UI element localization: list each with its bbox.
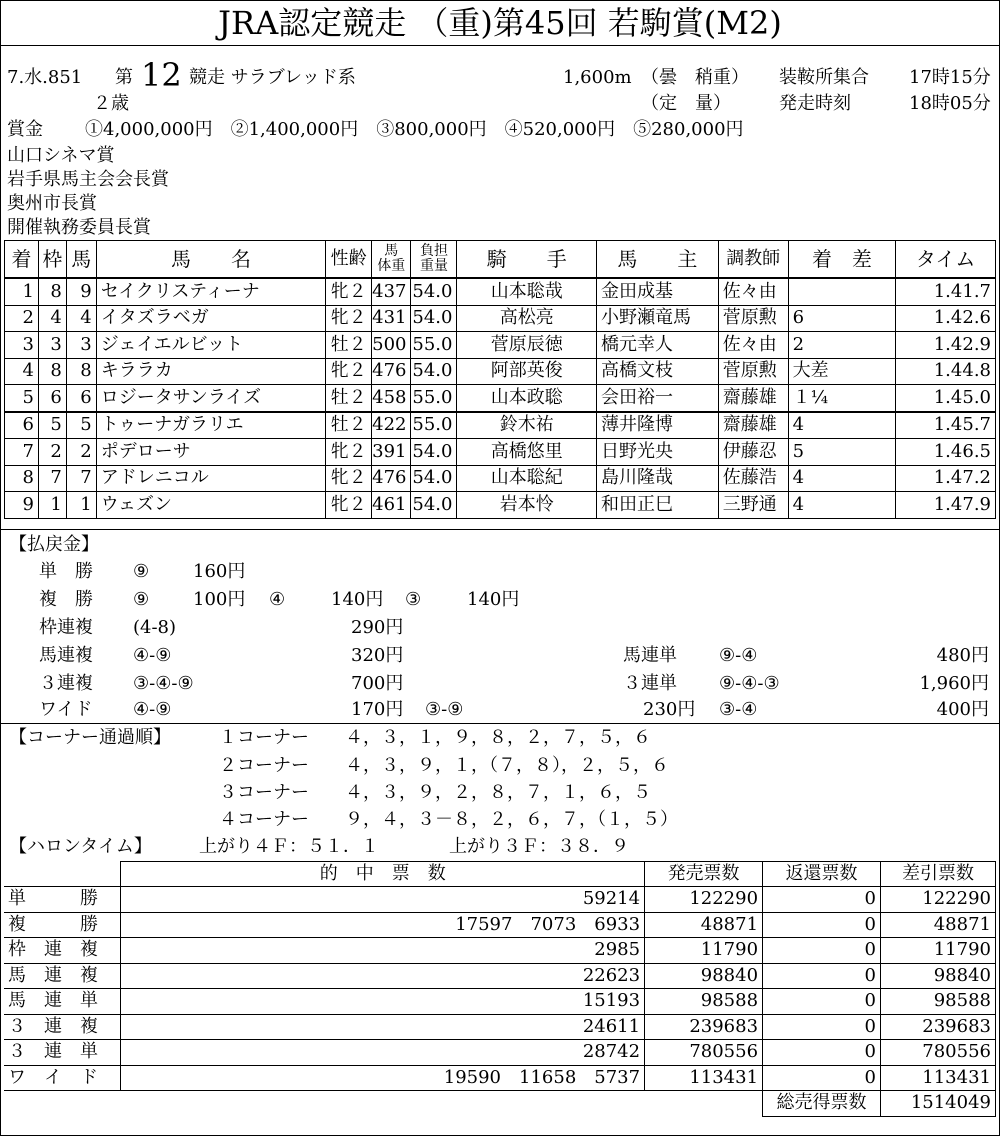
result-load-weight: 55.0 xyxy=(411,332,457,359)
vote-refund-count: 0 xyxy=(763,887,881,913)
place-label: 複 勝 xyxy=(39,589,93,610)
results-table xyxy=(4,240,996,519)
result-body-weight: 431 xyxy=(372,305,411,332)
result-time: 1.47.2 xyxy=(896,465,996,492)
header-horse-name: 馬 名 xyxy=(96,241,325,279)
corner-1-order: ４，３，１，９，８，２，７，５，６ xyxy=(345,727,651,748)
table-row xyxy=(4,963,996,989)
gather-time: 17時15分 xyxy=(909,67,991,88)
race-class: 競走 サラブレッド系 xyxy=(189,67,356,88)
corner-2-name: ２コーナー xyxy=(219,755,309,776)
start-time: 18時05分 xyxy=(909,93,991,114)
result-body-weight: 422 xyxy=(372,412,411,439)
place-combo-3: ③ xyxy=(405,589,422,610)
exacta-amount: 480円 xyxy=(936,645,989,666)
table-row xyxy=(4,1040,996,1066)
result-margin xyxy=(788,278,896,305)
result-frame: 2 xyxy=(38,439,66,466)
table-row xyxy=(5,358,996,385)
quinella-amount: 320円 xyxy=(351,645,404,666)
trio-combo: ③-④-⑨ xyxy=(133,673,194,694)
bracket-combo: (4-8) xyxy=(133,617,177,638)
result-rank: 8 xyxy=(5,465,39,492)
corner-3-name: ３コーナー xyxy=(219,782,309,803)
result-time: 1.45.0 xyxy=(896,385,996,412)
result-rank: 6 xyxy=(5,412,39,439)
table-row xyxy=(5,332,996,359)
trifecta-combo: ⑨-④-③ xyxy=(719,673,780,694)
votes-header-net: 差引票数 xyxy=(881,862,996,887)
place-amount-3: 140円 xyxy=(467,589,520,610)
exacta-label: 馬連単 xyxy=(623,645,677,666)
total-label: 総売得票数 xyxy=(763,1091,881,1117)
votes-header-refund: 返還票数 xyxy=(763,862,881,887)
result-trainer: 菅原勲 xyxy=(718,305,788,332)
vote-refund-count: 0 xyxy=(763,1040,881,1066)
result-body-weight: 476 xyxy=(372,358,411,385)
result-sex-age: 牝２ xyxy=(326,492,372,519)
result-time: 1.41.7 xyxy=(896,278,996,305)
vote-type: 複 勝 xyxy=(4,912,121,938)
result-horse-number: 3 xyxy=(66,332,96,359)
track-condition: （曇 稍重） xyxy=(641,67,749,88)
result-horse-name: ジェイエルビット xyxy=(96,332,325,359)
result-time: 1.45.7 xyxy=(896,412,996,439)
corner-label: 【コーナー通過順】 xyxy=(9,727,171,748)
result-jockey: 高松亮 xyxy=(457,305,597,332)
result-sex-age: 牡２ xyxy=(326,412,372,439)
result-frame: 5 xyxy=(38,412,66,439)
result-owner: 和田正巳 xyxy=(596,492,718,519)
vote-type: ３ 連 単 xyxy=(4,1040,121,1066)
quinella-label: 馬連複 xyxy=(39,645,93,666)
votes-header-sold: 発売票数 xyxy=(645,862,763,887)
result-sex-age: 牡２ xyxy=(326,332,372,359)
table-row xyxy=(5,439,996,466)
header-jockey: 騎 手 xyxy=(457,241,597,279)
vote-hit-count: 19590 11658 5737 xyxy=(121,1065,645,1091)
result-trainer: 齋藤雄 xyxy=(718,412,788,439)
result-load-weight: 55.0 xyxy=(411,412,457,439)
result-rank: 2 xyxy=(5,305,39,332)
vote-hit-count: 17597 7073 6933 xyxy=(121,912,645,938)
result-time: 1.46.5 xyxy=(896,439,996,466)
furlong-last4: 上がり４Ｆ：５１．１ xyxy=(199,836,379,857)
result-sex-age: 牝２ xyxy=(326,358,372,385)
result-time: 1.47.9 xyxy=(896,492,996,519)
result-rank: 5 xyxy=(5,385,39,412)
result-load-weight: 54.0 xyxy=(411,358,457,385)
table-row xyxy=(4,1014,996,1040)
wide-amount-2: 230円 xyxy=(643,699,696,720)
result-body-weight: 476 xyxy=(372,465,411,492)
result-trainer: 三野通 xyxy=(718,492,788,519)
award-3: 奥州市長賞 xyxy=(7,193,97,214)
vote-sold-count: 11790 xyxy=(645,938,763,964)
votes-header-hit: 的 中 票 数 xyxy=(121,862,645,887)
trio-label: ３連複 xyxy=(39,673,93,694)
result-sex-age: 牡２ xyxy=(326,385,372,412)
exacta-combo: ⑨-④ xyxy=(719,645,758,666)
win-amount: 160円 xyxy=(193,561,246,582)
result-rank: 4 xyxy=(5,358,39,385)
vote-net-count: 48871 xyxy=(881,912,996,938)
result-load-weight: 54.0 xyxy=(411,492,457,519)
table-row xyxy=(5,385,996,412)
header-load-weight: 負担 重量 xyxy=(411,241,457,279)
corner-1-name: １コーナー xyxy=(219,727,309,748)
result-trainer: 齋藤雄 xyxy=(718,385,788,412)
table-row xyxy=(5,305,996,332)
result-margin: 4 xyxy=(788,412,896,439)
vote-net-count: 113431 xyxy=(881,1065,996,1091)
result-jockey: 高橋悠里 xyxy=(457,439,597,466)
vote-sold-count: 780556 xyxy=(645,1040,763,1066)
result-load-weight: 54.0 xyxy=(411,465,457,492)
result-sex-age: 牝２ xyxy=(326,305,372,332)
wide-combo-1: ④-⑨ xyxy=(133,699,172,720)
result-body-weight: 500 xyxy=(372,332,411,359)
vote-type: 馬 連 単 xyxy=(4,989,121,1015)
vote-refund-count: 0 xyxy=(763,1065,881,1091)
header-horse-number: 馬 xyxy=(66,241,96,279)
result-frame: 7 xyxy=(38,465,66,492)
table-row xyxy=(4,912,996,938)
result-frame: 8 xyxy=(38,358,66,385)
corner-2-order: ４，３，９，１，（７，８），２，５，６ xyxy=(345,755,669,776)
result-jockey: 鈴木祐 xyxy=(457,412,597,439)
result-sex-age: 牝２ xyxy=(326,465,372,492)
result-horse-number: 7 xyxy=(66,465,96,492)
race-number: 12 xyxy=(141,56,182,94)
place-combo-2: ④ xyxy=(269,589,286,610)
start-label: 発走時刻 xyxy=(779,93,851,114)
result-horse-number: 5 xyxy=(66,412,96,439)
corner-4-order: ９，４，３－８，２，６，７，（１，５） xyxy=(345,809,678,830)
award-1: 山口シネマ賞 xyxy=(7,145,115,166)
date-code: 7.水.851 xyxy=(7,67,83,88)
result-owner: 薄井隆博 xyxy=(596,412,718,439)
furlong-label: 【ハロンタイム】 xyxy=(9,836,152,857)
result-horse-number: 1 xyxy=(66,492,96,519)
vote-sold-count: 98840 xyxy=(645,963,763,989)
prize-list: ①4,000,000円 ②1,400,000円 ③800,000円 ④520,000円 ⑤280,000円 xyxy=(85,119,744,140)
result-owner: 金田成基 xyxy=(596,278,718,305)
vote-hit-count: 59214 xyxy=(121,887,645,913)
result-horse-number: 8 xyxy=(66,358,96,385)
result-trainer: 伊藤忍 xyxy=(718,439,788,466)
payout-label: 【払戻金】 xyxy=(9,534,99,555)
result-horse-name: キララカ xyxy=(96,358,325,385)
weight-rule: （定 量） xyxy=(641,93,731,114)
result-frame: 3 xyxy=(38,332,66,359)
vote-hit-count: 28742 xyxy=(121,1040,645,1066)
table-row xyxy=(5,278,996,305)
result-margin: 5 xyxy=(788,439,896,466)
result-horse-name: ロジータサンライズ xyxy=(96,385,325,412)
vote-hit-count: 22623 xyxy=(121,963,645,989)
vote-sold-count: 239683 xyxy=(645,1014,763,1040)
votes-header-type xyxy=(4,862,121,887)
total-value: 1514049 xyxy=(881,1091,996,1117)
vote-type: ３ 連 複 xyxy=(4,1014,121,1040)
vote-net-count: 780556 xyxy=(881,1040,996,1066)
result-jockey: 菅原辰徳 xyxy=(457,332,597,359)
bracket-label: 枠連複 xyxy=(39,617,93,638)
vote-sold-count: 98588 xyxy=(645,989,763,1015)
result-time: 1.44.8 xyxy=(896,358,996,385)
result-horse-name: セイクリスティーナ xyxy=(96,278,325,305)
trio-amount: 700円 xyxy=(351,673,404,694)
award-2: 岩手県馬主会会長賞 xyxy=(7,169,169,190)
result-jockey: 山本政聡 xyxy=(457,385,597,412)
result-frame: 8 xyxy=(38,278,66,305)
vote-sold-count: 122290 xyxy=(645,887,763,913)
header-owner: 馬 主 xyxy=(596,241,718,279)
result-rank: 3 xyxy=(5,332,39,359)
result-sex-age: 牝２ xyxy=(326,278,372,305)
result-trainer: 佐々由 xyxy=(718,278,788,305)
vote-type: ワ イ ド xyxy=(4,1065,121,1091)
result-owner: 橋元幸人 xyxy=(596,332,718,359)
result-owner: 高橋文枝 xyxy=(596,358,718,385)
header-sex-age: 性齢 xyxy=(326,241,372,279)
result-rank: 9 xyxy=(5,492,39,519)
result-horse-name: イタズラベガ xyxy=(96,305,325,332)
furlong-last3: 上がり３Ｆ：３８．９ xyxy=(449,836,629,857)
result-horse-name: ポデローサ xyxy=(96,439,325,466)
result-owner: 島川隆哉 xyxy=(596,465,718,492)
result-body-weight: 391 xyxy=(372,439,411,466)
vote-net-count: 98588 xyxy=(881,989,996,1015)
table-row xyxy=(5,465,996,492)
result-horse-number: 6 xyxy=(66,385,96,412)
vote-sold-count: 113431 xyxy=(645,1065,763,1091)
result-body-weight: 461 xyxy=(372,492,411,519)
table-row xyxy=(5,412,996,439)
header-rank: 着 xyxy=(5,241,39,279)
bracket-amount: 290円 xyxy=(351,617,404,638)
corner-4-name: ４コーナー xyxy=(219,809,309,830)
result-jockey: 岩本怜 xyxy=(457,492,597,519)
result-rank: 7 xyxy=(5,439,39,466)
vote-net-count: 122290 xyxy=(881,887,996,913)
result-load-weight: 54.0 xyxy=(411,305,457,332)
result-horse-name: ウェズン xyxy=(96,492,325,519)
corner-3-order: ４，３，９，２，８，７，１，６，５ xyxy=(345,782,651,803)
result-owner: 日野光央 xyxy=(596,439,718,466)
gather-label: 装鞍所集合 xyxy=(779,67,869,88)
wide-amount-1: 170円 xyxy=(351,699,404,720)
race-prefix: 第 xyxy=(115,67,133,88)
result-margin: 大差 xyxy=(788,358,896,385)
result-horse-number: 4 xyxy=(66,305,96,332)
result-margin: 4 xyxy=(788,465,896,492)
result-load-weight: 54.0 xyxy=(411,278,457,305)
result-frame: 1 xyxy=(38,492,66,519)
header-trainer: 調教師 xyxy=(718,241,788,279)
table-row xyxy=(4,938,996,964)
result-trainer: 佐藤浩 xyxy=(718,465,788,492)
result-frame: 6 xyxy=(38,385,66,412)
result-jockey: 山本聡紀 xyxy=(457,465,597,492)
result-owner: 会田裕一 xyxy=(596,385,718,412)
result-horse-name: トゥーナガラリエ xyxy=(96,412,325,439)
wide-label: ワイド xyxy=(39,699,93,720)
vote-sold-count: 48871 xyxy=(645,912,763,938)
result-load-weight: 54.0 xyxy=(411,439,457,466)
place-amount-2: 140円 xyxy=(331,589,384,610)
vote-hit-count: 24611 xyxy=(121,1014,645,1040)
result-horse-name: アドレニコル xyxy=(96,465,325,492)
wide-combo-3: ③-④ xyxy=(719,699,758,720)
result-rank: 1 xyxy=(5,278,39,305)
result-time: 1.42.6 xyxy=(896,305,996,332)
result-margin: 2 xyxy=(788,332,896,359)
result-horse-number: 2 xyxy=(66,439,96,466)
result-trainer: 佐々由 xyxy=(718,332,788,359)
result-jockey: 阿部英俊 xyxy=(457,358,597,385)
result-jockey: 山本聡哉 xyxy=(457,278,597,305)
award-4: 開催執務委員長賞 xyxy=(7,217,151,238)
table-row xyxy=(5,492,996,519)
result-body-weight: 458 xyxy=(372,385,411,412)
result-margin: １¼ xyxy=(788,385,896,412)
vote-refund-count: 0 xyxy=(763,912,881,938)
result-time: 1.42.9 xyxy=(896,332,996,359)
vote-net-count: 11790 xyxy=(881,938,996,964)
vote-refund-count: 0 xyxy=(763,989,881,1015)
result-margin: 4 xyxy=(788,492,896,519)
header-time: タイム xyxy=(896,241,996,279)
result-sex-age: 牝２ xyxy=(326,439,372,466)
header-body-weight: 馬 体重 xyxy=(372,241,411,279)
quinella-combo: ④-⑨ xyxy=(133,645,172,666)
trifecta-amount: 1,960円 xyxy=(919,673,989,694)
header-frame: 枠 xyxy=(38,241,66,279)
race-age: ２歳 xyxy=(93,93,129,114)
vote-hit-count: 15193 xyxy=(121,989,645,1015)
result-owner: 小野瀬竜馬 xyxy=(596,305,718,332)
vote-type: 枠 連 複 xyxy=(4,938,121,964)
result-margin: 6 xyxy=(788,305,896,332)
win-label: 単 勝 xyxy=(39,561,93,582)
trifecta-label: ３連単 xyxy=(623,673,677,694)
race-distance: 1,600m xyxy=(563,67,632,88)
vote-type: 単 勝 xyxy=(4,887,121,913)
result-horse-number: 9 xyxy=(66,278,96,305)
place-amount-1: 100円 xyxy=(193,589,246,610)
vote-net-count: 98840 xyxy=(881,963,996,989)
vote-refund-count: 0 xyxy=(763,1014,881,1040)
result-trainer: 菅原勲 xyxy=(718,358,788,385)
place-combo-1: ⑨ xyxy=(133,589,150,610)
table-row xyxy=(4,887,996,913)
result-frame: 4 xyxy=(38,305,66,332)
vote-net-count: 239683 xyxy=(881,1014,996,1040)
votes-footer-spacer xyxy=(4,1091,763,1117)
vote-hit-count: 2985 xyxy=(121,938,645,964)
wide-amount-3: 400円 xyxy=(936,699,989,720)
table-row xyxy=(4,1065,996,1091)
page-title: JRA認定競走 （重)第45回 若駒賞(M2) xyxy=(1,1,999,46)
win-combo: ⑨ xyxy=(133,561,150,582)
table-row xyxy=(4,989,996,1015)
header-margin: 着 差 xyxy=(788,241,896,279)
prize-label: 賞金 xyxy=(7,119,43,140)
result-body-weight: 437 xyxy=(372,278,411,305)
vote-type: 馬 連 複 xyxy=(4,963,121,989)
vote-refund-count: 0 xyxy=(763,963,881,989)
vote-refund-count: 0 xyxy=(763,938,881,964)
wide-combo-2: ③-⑨ xyxy=(425,699,464,720)
result-load-weight: 55.0 xyxy=(411,385,457,412)
votes-table xyxy=(4,861,996,1117)
